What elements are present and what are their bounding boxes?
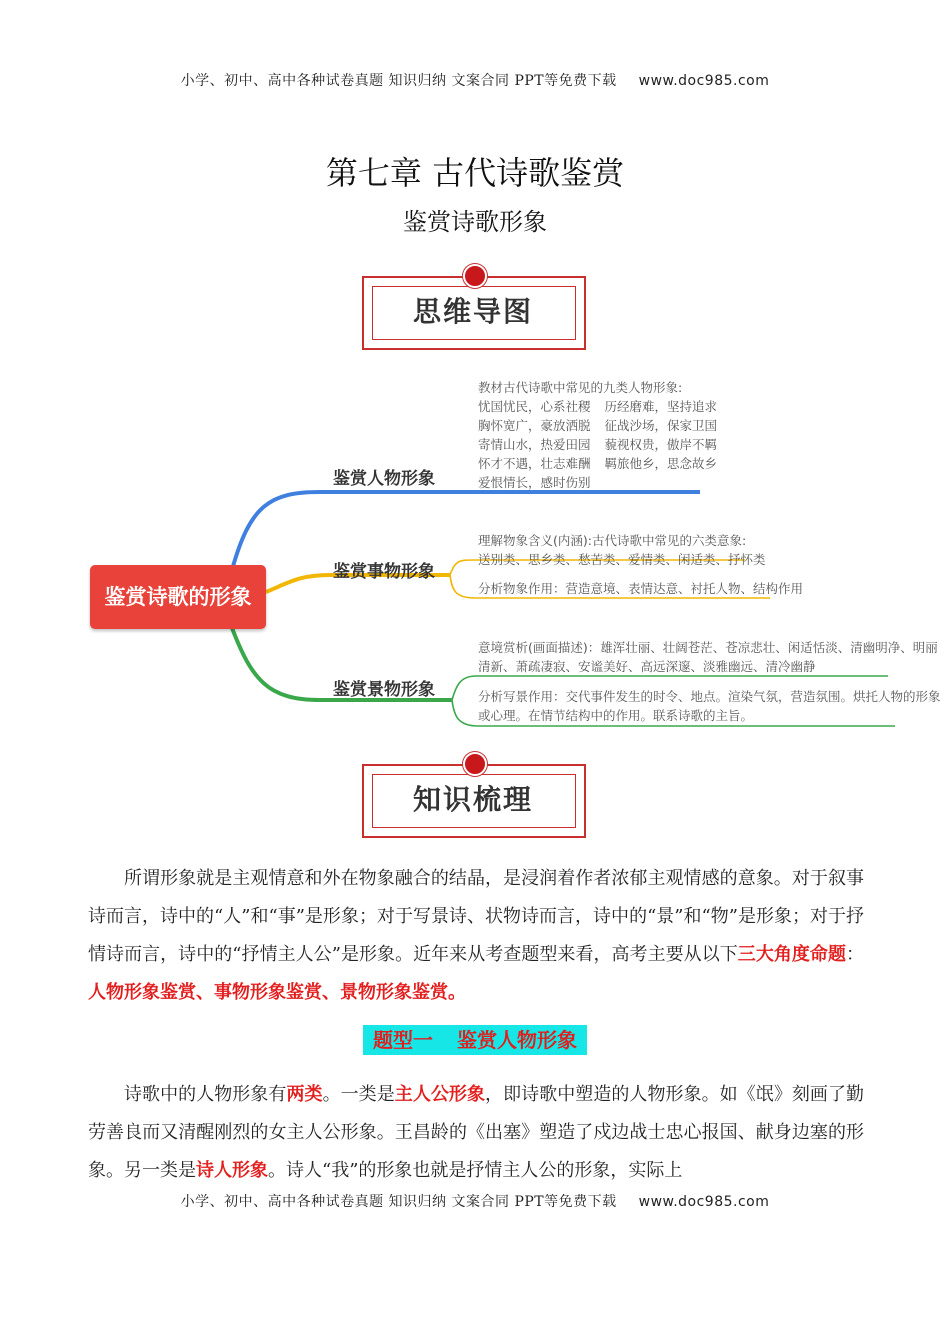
page-footer <box>0 1191 950 1211</box>
leaf-person-intro: 教材古代诗歌中常见的九类人物形象: <box>478 380 683 395</box>
section-heading: 题型一 鉴赏人物形象 <box>363 1025 587 1055</box>
leaf-person-row: 寄情山水，热爱田园 藐视权贵，傲岸不羁 <box>478 437 718 452</box>
chapter-title: 第七章 古代诗歌鉴赏 <box>325 154 625 192</box>
banner-title: 思维导图 <box>412 295 533 328</box>
branch-person: 鉴赏人物形象 <box>333 469 435 489</box>
branch-object: 鉴赏事物形象 <box>333 562 435 582</box>
leaf-object-2: 分析物象作用：营造意境、表情达意、衬托人物、结构作用 <box>478 581 804 596</box>
footer-url[interactable]: www.doc985.com <box>638 1194 770 1210</box>
leaf-person-row: 怀才不遇，壮志难酬 羁旅他乡，思念故乡 <box>478 456 718 471</box>
section-subtitle: 鉴赏诗歌形象 <box>403 208 547 236</box>
page-header <box>0 70 950 90</box>
header-url[interactable]: www.doc985.com <box>638 73 770 89</box>
emphasis-poet-image: 诗人形象 <box>196 1160 268 1181</box>
banner-title: 知识梳理 <box>412 783 533 816</box>
leaf-scene-2: 分析写景作用：交代事件发生的时令、地点。渲染气氛，营造氛围。烘托人物的形象 或心理。在情节结构中的作用。联系诗歌的主旨。 <box>478 689 941 723</box>
leaf-object-1: 理解物象含义(内涵):古代诗歌中常见的六类意象: 送别类、思乡类、愁苦类、爱情类、闲适类、抒怀类 <box>478 533 766 567</box>
emphasis-angle-list: 人物形象鉴赏、事物形象鉴赏、景物形象鉴赏。 <box>88 982 466 1003</box>
pin-icon <box>463 264 487 288</box>
emphasis-two-types: 两类 <box>286 1084 323 1105</box>
footer-text: 小学、初中、高中各种试卷真题 知识归纳 文案合同 PPT等免费下载 <box>180 1194 617 1210</box>
branch-scene: 鉴赏景物形象 <box>333 680 435 700</box>
mindmap-connectors <box>0 370 950 730</box>
leaf-person-row: 爱恨情长，感时伤别 <box>478 475 591 490</box>
mindmap <box>0 370 950 730</box>
mindmap-banner <box>362 264 586 352</box>
leaf-person-list <box>478 378 717 492</box>
pin-icon <box>463 752 487 776</box>
leaf-scene-1: 意境赏析(画面描述)：雄浑壮丽、壮阔苍茫、苍凉悲壮、闲适恬淡、清幽明净、明丽 清新、萧疏凄寂、安谧美好、高远深邃、淡雅幽远、清冷幽静 <box>478 640 938 674</box>
leaf-person-row: 胸怀宽广，豪放洒脱 征战沙场，保家卫国 <box>478 418 718 433</box>
emphasis-protagonist: 主人公形象 <box>394 1084 486 1105</box>
knowledge-banner <box>362 752 586 840</box>
header-text: 小学、初中、高中各种试卷真题 知识归纳 文案合同 PPT等免费下载 <box>180 73 617 89</box>
mindmap-root: 鉴赏诗歌的形象 <box>90 565 266 629</box>
body-paragraph: 诗歌中的人物形象有两类。一类是主人公形象，即诗歌中塑造的人物形象。如《氓》刻画了勤劳善良而又清醒刚烈的女主人公形象。王昌龄的《出塞》塑造了戍边战士忠心报国、献身边塞的形象。另一类是诗人形象。诗人“我”的形象也就是抒情主人公的形象，实际上 <box>88 1084 865 1181</box>
emphasis-three-angles: 三大角度命题 <box>737 944 847 965</box>
intro-paragraph: 所谓形象就是主观情意和外在物象融合的结晶，是浸润着作者浓郁主观情感的意象。对于叙事诗而言，诗中的“人”和“事”是形象；对于写景诗、状物诗而言，诗中的“景”和“物”是形象；对于抒情诗而言，诗中的“抒情主人公”是形象。近年来从考查题型来看，高考主要从以下三大角度命题：人物形象鉴赏、事物形象鉴赏、景物形象鉴赏。 <box>88 868 865 1003</box>
leaf-person-row: 忧国忧民，心系社稷 历经磨难，坚持追求 <box>478 399 718 414</box>
